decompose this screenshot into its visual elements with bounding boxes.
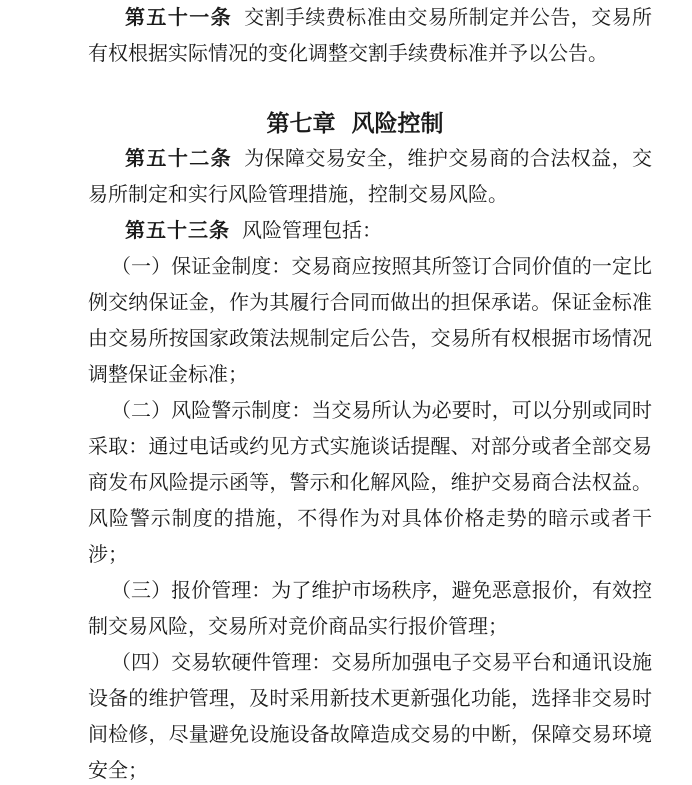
article-52-number: 第五十二条	[125, 148, 233, 170]
item-3-paragraph: （三）报价管理：为了维护市场秩序，避免恶意报价，有效控制交易风险，交易所对竞价商品实行报价管理；	[88, 580, 652, 638]
chapter-heading	[88, 105, 622, 141]
article-53-text: 风险管理包括：	[242, 220, 382, 242]
chapter-title: 风险控制	[351, 110, 444, 136]
item-4-paragraph: （四）交易软硬件管理：交易所加强电子交易平台和通讯设施设备的维护管理，及时采用新技术更新强化功能，选择非交易时间检修，尽量避免设施设备故障造成交易的中断，保障交易环境安全；	[88, 652, 652, 782]
article-52-text: 为保障交易安全，维护交易商的合法权益，交易所制定和实行风险管理措施，控制交易风险。	[88, 148, 653, 206]
article-53-number: 第五十三条	[125, 220, 230, 242]
article-53-paragraph	[88, 213, 652, 249]
chapter-number: 第七章	[266, 110, 336, 136]
article-51-text: 交割手续费标准由交易所制定并公告，交易所有权根据实际情况的变化调整交割手续费标准并予以公告。	[88, 7, 653, 65]
item-2-paragraph: （二）风险警示制度：当交易所认为必要时，可以分别或同时采取：通过电话或约见方式实施谈话提醒、对部分或者全部交易商发布风险提示函等，警示和化解风险，维护交易商合法权益。风险警示制度的措施，不得作为对具体价格走势的暗示或者干涉；	[88, 400, 652, 566]
article-51-number: 第五十一条	[125, 7, 233, 29]
article-52-paragraph	[88, 141, 652, 213]
article-51-paragraph	[88, 0, 652, 72]
item-1-paragraph: （一）保证金制度：交易商应按照其所签订合同价值的一定比例交纳保证金，作为其履行合同而做出的担保承诺。保证金标准由交易所按国家政策法规制定后公告，交易所有权根据市场情况调整保证金标准；	[88, 256, 652, 386]
